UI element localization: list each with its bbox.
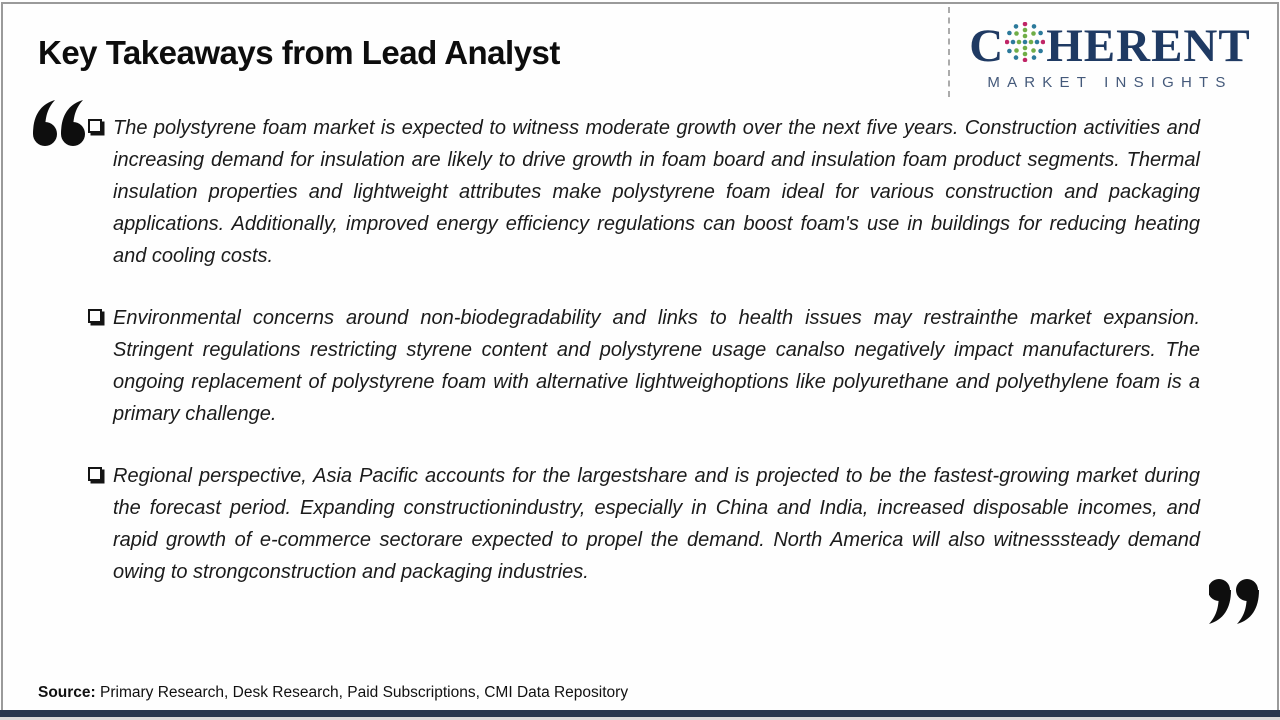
page-title: Key Takeaways from Lead Analyst — [38, 34, 560, 71]
square-bullet-icon — [88, 119, 102, 133]
source-line — [38, 684, 628, 702]
logo-subtitle: MARKET INSIGHTS — [987, 74, 1233, 91]
takeaway-item-regional — [88, 460, 1200, 588]
takeaway-text: The polystyrene foam market is expected to witness moderate growth over the next five years. Construction activities and increasing demand for insulation are likely to drive growth in foam board and insulation foam product segments. Thermal insulation properties and lightweight attributes make polystyrene foam ideal for various construction and packaging applications. Additionally, improved energy efficiency regulations can boost foam's use in buildings for reducing heating and cooling costs. — [113, 117, 1200, 267]
square-bullet-icon — [88, 309, 102, 323]
takeaway-text: Environmental concerns around non-biodegradability and links to health issues may restrainthe market expansion. Stringent regulations restricting styrene content and polystyrene usage canalso negatively impact manufacturers. The ongoing replacement of polystyrene foam with alternative lightweighoptions like polyurethane and polyethylene foam is a primary challenge. — [113, 307, 1200, 425]
takeaways-text-block — [88, 112, 1200, 588]
coherent-market-insights-logo — [962, 20, 1258, 91]
logo-letter-c: C — [969, 19, 1005, 72]
takeaway-item-growth — [88, 112, 1200, 272]
source-label: Source: — [38, 684, 96, 701]
takeaway-item-restraints — [88, 302, 1200, 430]
square-bullet-icon — [88, 467, 102, 481]
bottom-accent-bar — [0, 710, 1280, 717]
coherent-globe-icon — [1005, 22, 1045, 71]
logo-divider-dashed-line — [948, 7, 950, 97]
takeaway-text: Regional perspective, Asia Pacific accounts for the largestshare and is projected to be the fastest-growing market during the forecast period. Expanding constructionindustry, especially in China and India, increased disposable incomes, and rapid growth of e-commerce sectorare expected to propel the demand. North America will also witnesssteady demand owing to strongconstruction and packaging industries. — [113, 465, 1200, 583]
open-quote-icon — [33, 100, 85, 152]
close-quote-icon — [1209, 577, 1261, 629]
source-text: Primary Research, Desk Research, Paid Subscriptions, CMI Data Repository — [95, 684, 629, 701]
logo-letters-herent: HERENT — [1046, 19, 1251, 72]
logo-wordmark — [962, 20, 1258, 71]
